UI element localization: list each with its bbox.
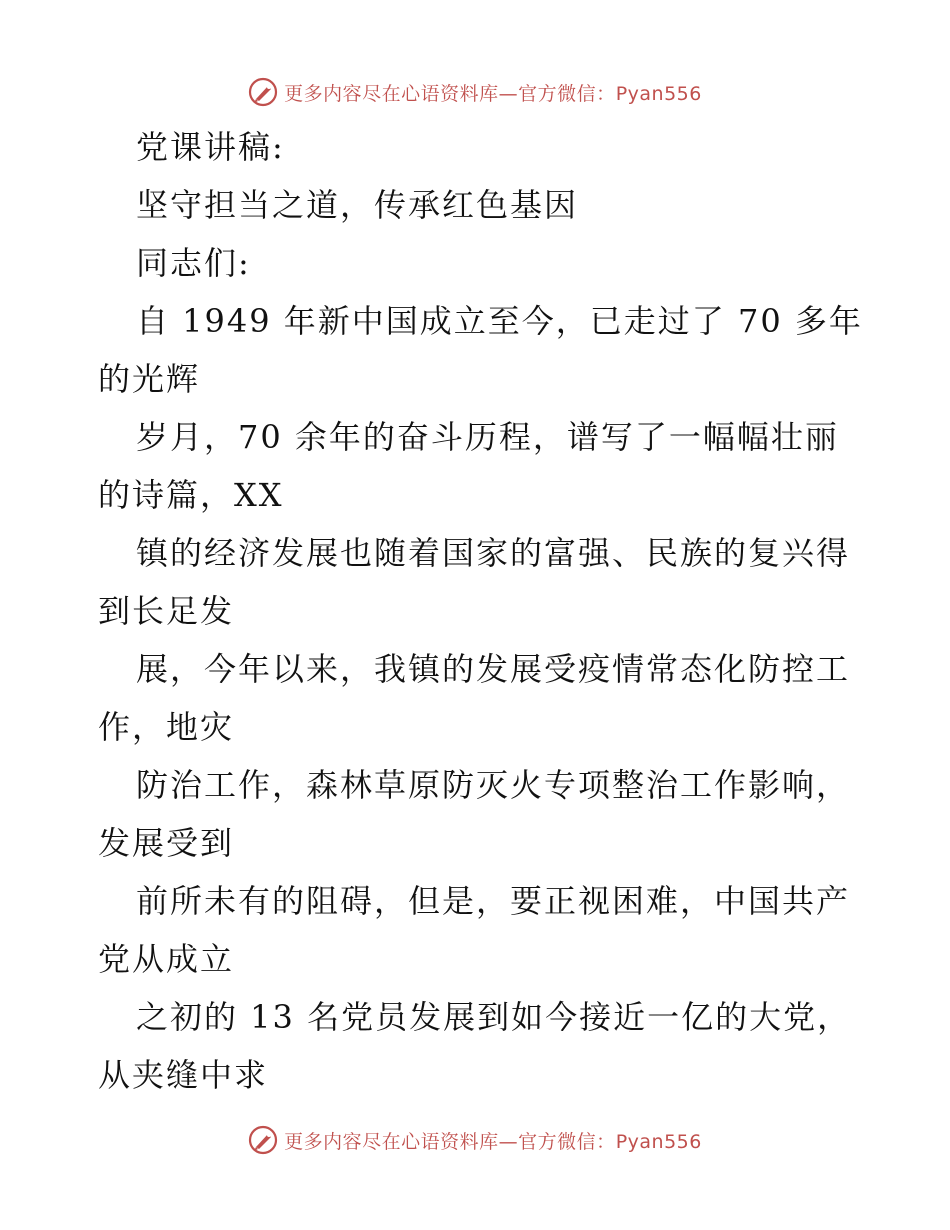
footer-dash: — (498, 1130, 519, 1153)
paragraph-line: 防治工作，森林草原防灭火专项整治工作影响， (136, 766, 851, 804)
header-banner (0, 72, 950, 112)
document-body (98, 118, 863, 1104)
paragraph-line: 的诗篇，XX (98, 476, 284, 514)
footer-promo-text: 更多内容尽在心语资料库 (284, 1130, 499, 1153)
header-promo-text: 更多内容尽在心语资料库 (284, 82, 499, 105)
paragraph-line: 前所未有的阻碍，但是，要正视困难，中国共产 (136, 882, 851, 920)
paragraph-line: 自 1949 年新中国成立至今，已走过了 70 多年 (136, 302, 863, 340)
title-line: 党课讲稿: (136, 128, 285, 166)
subtitle-line: 坚守担当之道，传承红色基因 (136, 186, 579, 224)
paragraph-line: 到长足发 (98, 592, 235, 630)
paragraph-line: 作，地灾 (98, 708, 235, 746)
paragraph-line: 的光辉 (98, 360, 201, 398)
header-dash: — (498, 82, 519, 105)
footer-banner-text (284, 1127, 702, 1154)
quill-pen-logo-icon (248, 77, 278, 107)
paragraph-line: 展，今年以来，我镇的发展受疫情常态化防控工 (136, 650, 851, 688)
header-wechat-id: Pyan556 (615, 82, 702, 105)
quill-pen-logo-icon (248, 1125, 278, 1155)
header-banner-text (284, 79, 702, 106)
paragraph-line: 党从成立 (98, 940, 235, 978)
salutation-line: 同志们: (136, 244, 251, 282)
paragraph-line: 岁月，70 余年的奋斗历程，谱写了一幅幅壮丽 (136, 418, 839, 456)
paragraph-line: 发展受到 (98, 824, 235, 862)
paragraph-line: 镇的经济发展也随着国家的富强、民族的复兴得 (136, 534, 851, 572)
paragraph-line: 之初的 13 名党员发展到如今接近一亿的大党， (136, 998, 852, 1036)
header-wechat-label: 官方微信： (518, 82, 616, 105)
footer-banner (0, 1120, 950, 1160)
footer-wechat-label: 官方微信： (518, 1130, 616, 1153)
paragraph-line: 从夹缝中求 (98, 1056, 269, 1094)
footer-wechat-id: Pyan556 (615, 1130, 702, 1153)
